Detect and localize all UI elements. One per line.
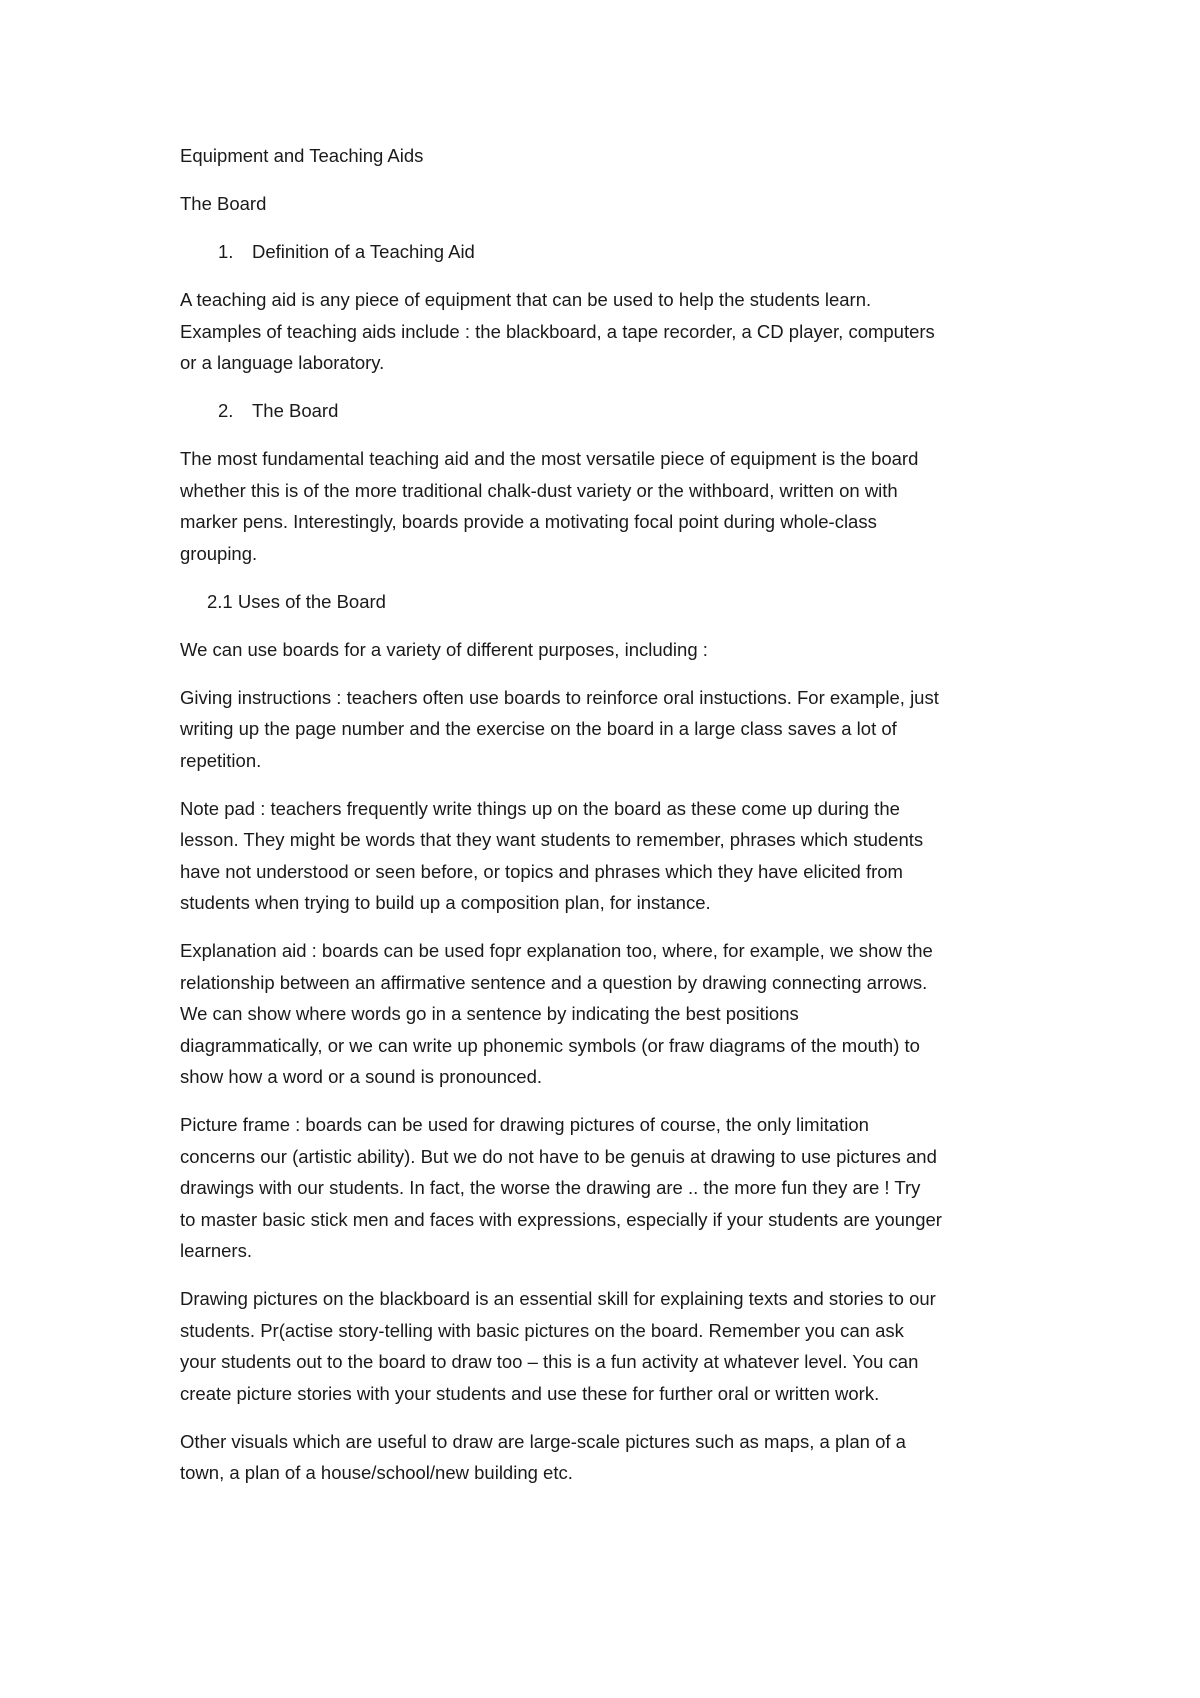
paragraph-line: concerns our (artistic ability). But we do not have to be genuis at drawing to use pictures and <box>180 1145 937 1167</box>
section-1-heading <box>180 236 1080 268</box>
paragraph-other-visuals <box>180 1426 1040 1489</box>
paragraph-drawing-pictures <box>180 1283 1040 1409</box>
paragraph-definition <box>180 284 1040 379</box>
paragraph-line: Note pad : teachers frequently write things up on the board as these come up during the <box>180 797 900 819</box>
paragraph-line: students when trying to build up a composition plan, for instance. <box>180 892 711 913</box>
paragraph-uses-intro <box>180 634 1040 666</box>
paragraph-line: grouping. <box>180 542 258 564</box>
paragraph-line: diagrammatically, or we can write up phonemic symbols (or fraw diagrams of the mouth) to <box>180 1034 920 1056</box>
paragraph-line: Other visuals which are useful to draw are large-scale pictures such as maps, a plan of a <box>180 1430 906 1452</box>
paragraph-line: lesson. They might be words that they want students to remember, phrases which students <box>180 829 924 850</box>
document-subtitle: The Board <box>180 193 267 214</box>
section-2-title: The Board <box>252 400 339 421</box>
paragraph-line: Picture frame : boards can be used for drawing pictures of course, the only limitation <box>180 1114 869 1135</box>
paragraph-line: to master basic stick men and faces with expressions, especially if your students are younger <box>180 1208 942 1230</box>
paragraph-line: The most fundamental teaching aid and the most versatile piece of equipment is the board <box>180 448 919 469</box>
paragraph-line: Examples of teaching aids include : the blackboard, a tape recorder, a CD player, computers <box>180 320 935 342</box>
section-1-number: 1. <box>218 241 234 262</box>
paragraph-line: A teaching aid is any piece of equipment that can be used to help the students learn. <box>180 289 872 310</box>
paragraph-line: your students out to the board to draw too – this is a fun activity at whatever level. You can <box>180 1351 919 1372</box>
paragraph-line: Explanation aid : boards can be used fopr explanation too, where, for example, we show the <box>180 940 933 961</box>
section-1-title: Definition of a Teaching Aid <box>252 241 475 262</box>
paragraph-line: writing up the page number and the exercise on the board in a large class saves a lot of <box>180 718 897 739</box>
paragraph-note-pad <box>180 793 1040 919</box>
paragraph-line: Drawing pictures on the blackboard is an essential skill for explaining texts and stories to our <box>180 1288 936 1309</box>
section-2-1-heading: 2.1 Uses of the Board <box>207 590 386 612</box>
paragraph-line: students. Pr(actise story-telling with basic pictures on the board. Remember you can ask <box>180 1319 904 1341</box>
paragraph-line: learners. <box>180 1240 252 1261</box>
paragraph-line: marker pens. Interestingly, boards provide a motivating focal point during whole-class <box>180 511 877 532</box>
section-2-number: 2. <box>218 400 234 421</box>
paragraph-giving-instructions <box>180 682 1040 777</box>
paragraph-line: have not understood or seen before, or topics and phrases which they have elicited from <box>180 860 903 882</box>
paragraph-line: whether this is of the more traditional chalk-dust variety or the withboard, written on with <box>180 479 898 501</box>
paragraph-line: show how a word or a sound is pronounced. <box>180 1066 542 1087</box>
paragraph-line: or a language laboratory. <box>180 352 385 373</box>
paragraph-line: Giving instructions : teachers often use boards to reinforce oral instuctions. For example, just <box>180 686 939 708</box>
paragraph-line: town, a plan of a house/school/new building etc. <box>180 1462 573 1483</box>
paragraph-explanation-aid <box>180 935 1040 1093</box>
paragraph-line: We can show where words go in a sentence by indicating the best positions <box>180 1003 799 1024</box>
paragraph-board <box>180 443 1040 569</box>
paragraph-picture-frame <box>180 1109 1040 1267</box>
paragraph-line: relationship between an affirmative sentence and a question by drawing connecting arrows. <box>180 971 928 993</box>
paragraph-line: We can use boards for a variety of different purposes, including : <box>180 638 708 660</box>
paragraph-line: create picture stories with your students and use these for further oral or written work. <box>180 1382 880 1404</box>
paragraph-line: drawings with our students. In fact, the worse the drawing are .. the more fun they are ! Try <box>180 1177 921 1198</box>
section-2-heading <box>180 395 1080 427</box>
paragraph-line: repetition. <box>180 749 262 771</box>
document-title: Equipment and Teaching Aids <box>180 145 424 166</box>
